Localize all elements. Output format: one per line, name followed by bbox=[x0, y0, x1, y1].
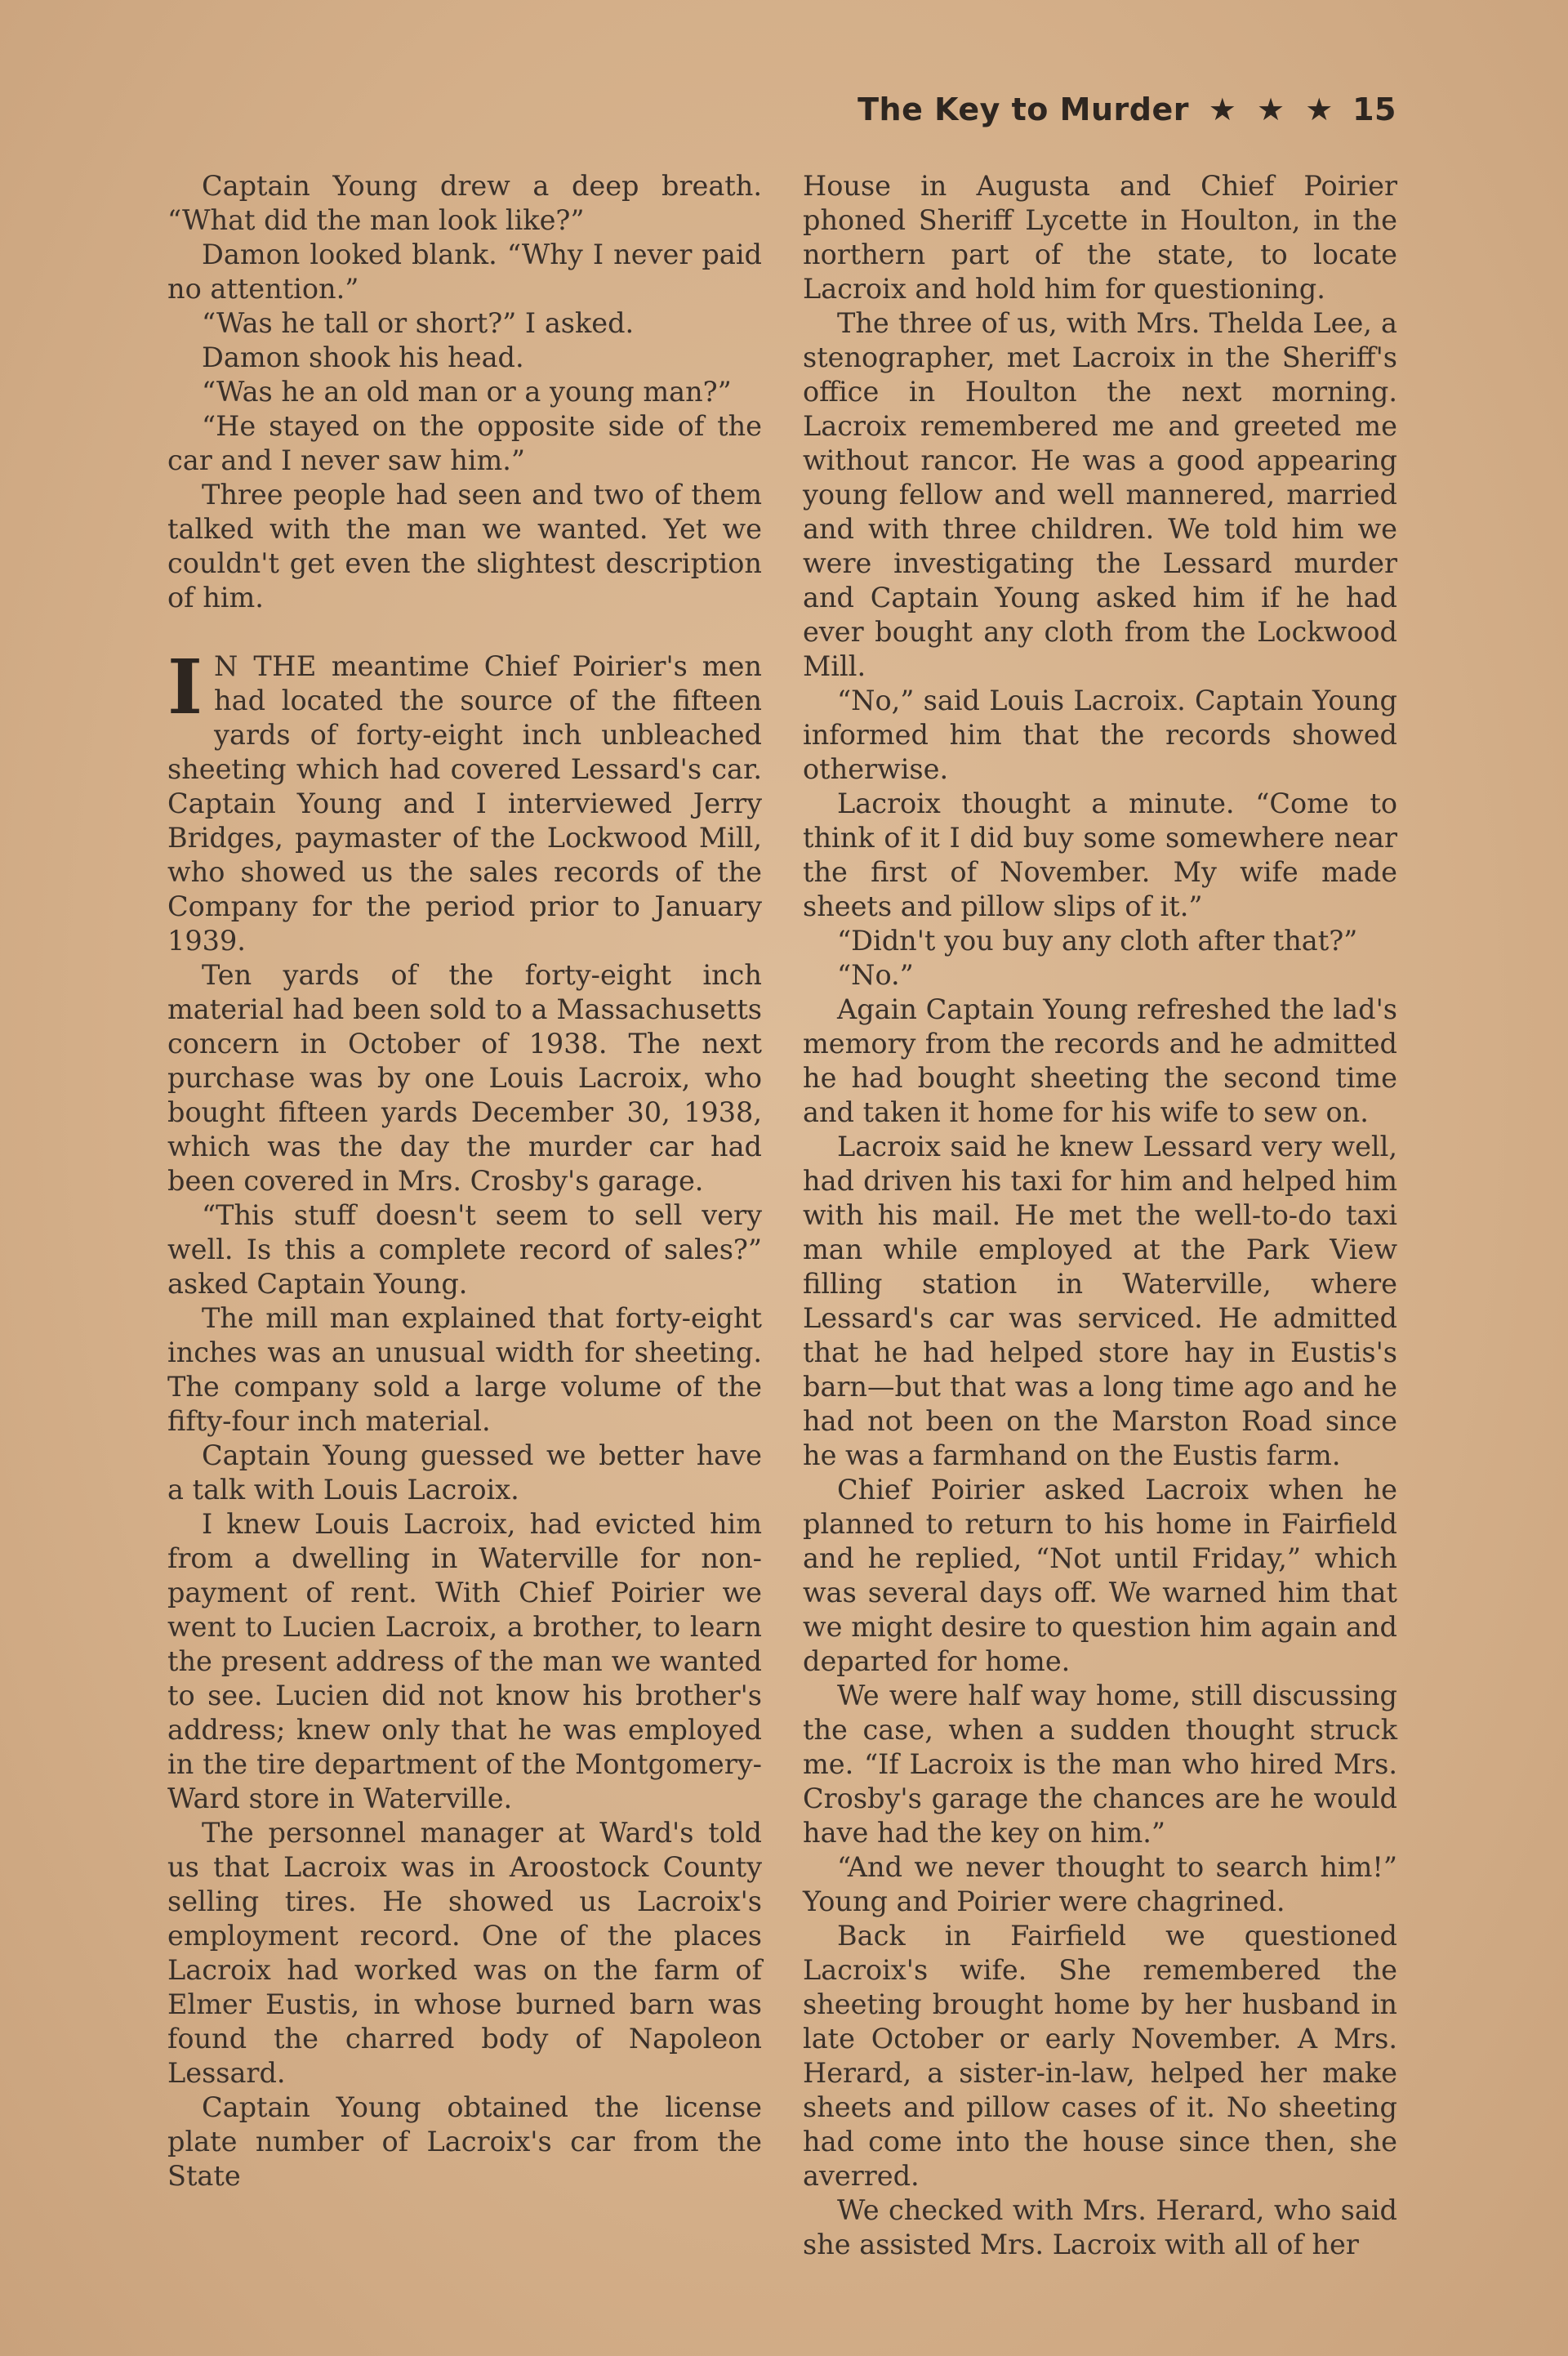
star-ornaments: ★ ★ ★ bbox=[1208, 91, 1339, 127]
paragraph: The personnel manager at Ward's told us that Lacroix was in Aroostock County selling tires. He showed us Lacroix's employment record. One of the places Lacroix had worked was on the farm of Elmer Eustis, in whose burned barn was found the charred body of Napoleon Lessard. bbox=[167, 1817, 762, 2089]
drop-cap: I bbox=[167, 643, 203, 731]
paragraph: “No,” said Louis Lacroix. Captain Young informed him that the records showed otherwise. bbox=[803, 685, 1397, 785]
paragraph: Damon looked blank. “Why I never paid no attention.” bbox=[167, 239, 762, 305]
paragraph: Damon shook his head. bbox=[202, 341, 524, 373]
section-text: meantime Chief Poirier's men had located the source of the fifteen yards of forty-eight inch unbleached sheeting which had covered Lessard's car. Captain Young and I interviewed Jerry Bridges, paymaster of the Lockwood Mill, who showed us the sales records of the Company for the period prior to January 1939. bbox=[167, 650, 762, 957]
continued-paragraph: House in Augusta and Chief Poirier phoned Sheriff Lycette in Houlton, in the northern part of the state, to locate Lacroix and hold him for questioning. bbox=[803, 170, 1397, 305]
paragraph: “Was he an old man or a young man?” bbox=[202, 376, 732, 408]
paragraph: Lacroix said he knew Lessard very well, had driven his taxi for him and helped him with his mail. He met the well-to-do taxi man while employed at the Park View filling station in Waterville, where Lessard's car was serviced. He admitted that he had helped store hay in Eustis's barn—but that was a long time ago and he had not been on the Marston Road since he was a farmhand on the Eustis farm. bbox=[803, 1131, 1397, 1471]
paragraph: Lacroix thought a minute. “Come to think of it I did buy some somewhere near the first of November. My wife made sheets and pillow slips of it.” bbox=[803, 788, 1397, 922]
paragraph: “And we never thought to search him!” Young and Poirier were chagrined. bbox=[803, 1851, 1397, 1917]
running-head bbox=[858, 91, 1396, 127]
paragraph: I knew Louis Lacroix, had evicted him from a dwelling in Waterville for non-payment of rent. With Chief Poirier we went to Lucien Lacroix, a brother, to learn the present address of the man we wanted to see. Lucien did not know his brother's address; knew only that he was employed in the tire department of the Montgomery-Ward store in Waterville. bbox=[167, 1508, 762, 1814]
paragraph: Again Captain Young refreshed the lad's memory from the records and he admitted he had bought sheeting the second time and taken it home for his wife to sew on. bbox=[803, 993, 1397, 1128]
paragraph: Captain Young obtained the license plate number of Lacroix's car from the State bbox=[167, 2091, 762, 2192]
right-column bbox=[803, 169, 1397, 2262]
paragraph: Back in Fairfield we questioned Lacroix's wife. She remembered the sheeting brought home by her husband in late October or early November. A Mrs. Herard, a sister-in-law, helped her make sheets and pillow cases of it. No sheeting had come into the house since then, she averred. bbox=[803, 1920, 1397, 2192]
paragraph: Three people had seen and two of them talked with the man we wanted. Yet we couldn't get even the slightest description of him. bbox=[167, 479, 762, 614]
paragraph: “He stayed on the opposite side of the car and I never saw him.” bbox=[167, 410, 762, 476]
paragraph: Captain Young guessed we better have a talk with Louis Lacroix. bbox=[167, 1439, 762, 1506]
page-number: 15 bbox=[1352, 91, 1396, 127]
section-opening-paragraph bbox=[167, 643, 762, 958]
paragraph: The mill man explained that forty-eight inches was an unusual width for sheeting. The company sold a large volume of the fifty-four inch material. bbox=[167, 1302, 762, 1437]
paragraph: Chief Poirier asked Lacroix when he planned to return to his home in Fairfield and he replied, “Not until Friday,” which was several days off. We warned him that we might desire to question him again and departed for home. bbox=[803, 1474, 1397, 1677]
story-title: The Key to Murder bbox=[858, 91, 1189, 127]
paragraph: Ten yards of the forty-eight inch material had been sold to a Massachusetts concern in October of 1938. The next purchase was by one Louis Lacroix, who bought fifteen yards December 30, 1938, which was the day the murder car had been covered in Mrs. Crosby's garage. bbox=[167, 959, 762, 1197]
paragraph: “This stuff doesn't seem to sell very well. Is this a complete record of sales?” asked Captain Young. bbox=[167, 1199, 762, 1300]
paragraph: “Was he tall or short?” I asked. bbox=[202, 307, 635, 339]
paragraph: We checked with Mrs. Herard, who said she assisted Mrs. Lacroix with all of her bbox=[803, 2194, 1397, 2260]
section-caps: N THE bbox=[214, 650, 317, 682]
paragraph: “No.” bbox=[837, 959, 914, 991]
left-column bbox=[167, 169, 762, 2193]
paragraph: We were half way home, still discussing the case, when a sudden thought struck me. “If Lacroix is the man who hired Mrs. Crosby's garage the chances are he would have had the key on him.” bbox=[803, 1680, 1397, 1849]
paragraph: Captain Young drew a deep breath. “What did the man look like?” bbox=[167, 170, 762, 236]
paragraph: The three of us, with Mrs. Thelda Lee, a stenographer, met Lacroix in the Sheriff's office in Houlton the next morning. Lacroix remembered me and greeted me without rancor. He was a good appearing young fellow and well mannered, married and with three children. We told him we were investigating the Lessard murder and Captain Young asked him if he had ever bought any cloth from the Lockwood Mill. bbox=[803, 307, 1397, 682]
paragraph: “Didn't you buy any cloth after that?” bbox=[837, 925, 1358, 957]
